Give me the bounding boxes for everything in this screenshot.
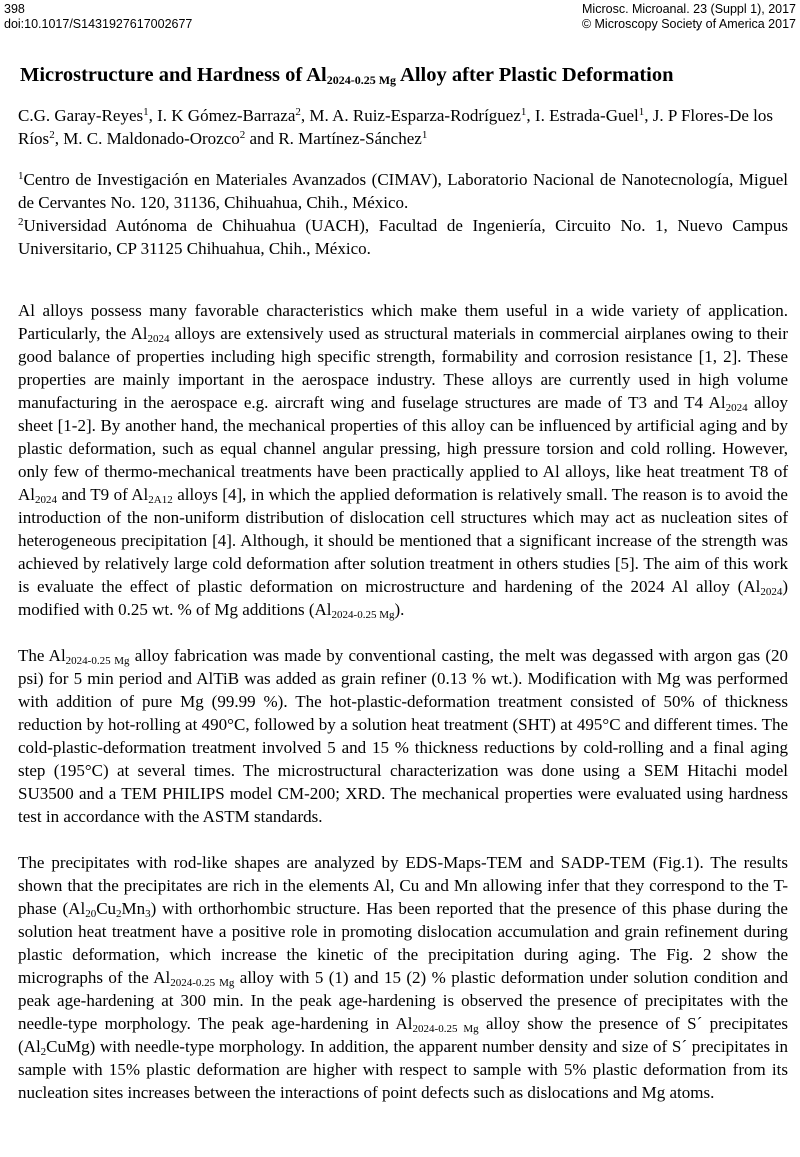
affiliation-text: Centro de Investigación en Materiales Avanzados (CIMAV), Laboratorio Nacional de Nanotecnología, Miguel de Cervantes No. 120, 31136, Chihuahua, Chih., México. — [18, 170, 788, 212]
page-header-left — [4, 2, 192, 32]
text-run: Cu — [96, 899, 117, 918]
journal-citation: Microsc. Microanal. 23 (Suppl 1), 2017 — [582, 2, 796, 16]
author-name: M. A. Ruiz-Esparza-Rodríguez — [309, 106, 521, 125]
author-affil-marker: 1 — [421, 129, 428, 141]
text-run: alloy with 5 (1) and 15 (2) % plastic deformation under solution condition and peak age-hardening at 300 min. In the peak age-hardening is observed the presence of precipitates with the needle-type morphology. The peak age-hardening in Al — [18, 968, 789, 1033]
page-header-right — [582, 2, 796, 32]
text-run: CuMg) with needle-type morphology. In addition, the apparent number density and size of S´ precipitates in sample with 15% plastic deformation are higher with respect to sample with 5% plastic deformation from its nucleation sites increases between the interactions of point defects such as dislocations and Mg atoms. — [18, 1037, 788, 1102]
text-run: and T9 of Al — [57, 485, 149, 504]
author-affil-marker: 1 — [143, 106, 149, 118]
body-paragraph — [18, 644, 788, 828]
paper-title — [20, 62, 788, 88]
author-name: J. P Flores-De los Ríos — [18, 106, 774, 148]
author-name: I. Estrada-Guel — [534, 106, 639, 125]
text-run: The precipitates with rod-like shapes are analyzed by EDS-Maps-TEM and SADP-TEM (Fig.1). The results shown that the precipitates are rich in the elements Al, Cu and Mn allowing infer that they correspond to the T-phase (Al — [18, 853, 788, 918]
body-paragraph — [18, 851, 788, 1104]
subscript: 2024-0.25 Mg — [65, 655, 130, 667]
affiliation — [18, 214, 788, 260]
subscript: 2A12 — [148, 494, 173, 506]
author-affil-marker: 1 — [638, 106, 645, 118]
subscript: 2 — [40, 1046, 47, 1058]
doi: doi:10.1017/S1431927617002677 — [4, 17, 193, 31]
subscript: 2024 — [35, 494, 57, 506]
text-run: alloy sheet [1-2]. By another hand, the mechanical properties of this alloy can be influenced by artificial aging and by plastic deformation, such as equal channel angular pressing, high pressure torsion and cold rolling. However, only few of thermo-mechanical treatments have been practically applied to Al alloys, like heat treatment T8 of Al — [18, 393, 788, 504]
subscript: 2024 — [760, 586, 783, 598]
text-run: Mn — [121, 899, 146, 918]
author-affil-marker: 2 — [49, 129, 55, 141]
author-affil-marker: 1 — [520, 106, 527, 118]
subscript: 2024-0.25 Mg — [170, 977, 235, 989]
title-text-end: Alloy after Plastic Deformation — [396, 64, 674, 86]
title-text: Microstructure and Hardness of Al — [20, 64, 327, 86]
text-run: alloys [4], in which the applied deformation is relatively small. The reason is to avoid the introduction of the non-uniform distribution of dislocation cell structures which may act as nucleation sites of heterogeneous precipitation [4]. Although, it should be mentioned that a significant increase of the strength was achieved by relatively large cold deformation after solution treatment in others studies [5]. The aim of this work is evaluate the effect of plastic deformation on microstructure and hardening of the 2024 Al alloy (Al — [18, 485, 788, 596]
subscript: 2024-0.25 Mg — [331, 609, 395, 621]
author-name: I. K Gómez-Barraza — [157, 106, 296, 125]
body-paragraph — [18, 299, 788, 621]
affiliation-marker: 1 — [18, 170, 24, 182]
subscript: 20 — [85, 908, 97, 920]
text-run: The Al — [18, 646, 66, 665]
author-affil-marker: 2 — [239, 129, 246, 141]
text-run: alloys are extensively used as structural materials in commercial airplanes owing to their good balance of properties including high specific strength, formability and corrosion resistance [1, 2]. These properties are mainly important in the aerospace industry. These alloys are currently used in high volume manufacturing in the aerospace e.g. aircraft wing and fuselage structures are made of T3 and T4 Al — [18, 324, 788, 412]
text-run: alloy fabrication was made by conventional casting, the melt was degassed with argon gas (20 psi) for 5 min period and AlTiB was added as grain refiner (0.13 % wt.). Modification with Mg was performed with addition of pure Mg (99.99 %). The hot-plastic-deformation treatment consisted of 50% of thickness reduction by hot-rolling at 490°C, followed by a solution heat treatment (SHT) at 495°C and different times. The cold-plastic-deformation treatment involved 5 and 15 % thickness reductions by cold-rolling and a final aging step (195°C) at several times. The microstructural characterization was done using a SEM Hitachi model SU3500 and a TEM PHILIPS model CM-200; XRD. The mechanical properties were evaluated using hardness test in accordance with the ASTM standards. — [18, 646, 788, 826]
article-body — [18, 62, 788, 1104]
body-text — [18, 299, 788, 1104]
subscript: 2024-0.25 Mg — [412, 1023, 479, 1035]
subscript: 3 — [145, 908, 151, 920]
text-run: alloy show the presence of S´ precipitates (Al — [18, 1014, 788, 1056]
subscript: 2024 — [147, 333, 170, 345]
text-run: ) modified with 0.25 wt. % of Mg additions (Al — [18, 577, 788, 619]
copyright: © Microscopy Society of America 2017 — [581, 17, 796, 31]
title-subscript: 2024-0.25 Mg — [326, 73, 397, 87]
affiliations — [18, 168, 788, 260]
subscript: 2 — [116, 908, 122, 920]
author-name: R. Martínez-Sánchez — [278, 129, 422, 148]
author-name: M. C. Maldonado-Orozco — [63, 129, 240, 148]
text-run: ) with orthorhombic structure. Has been reported that the presence of this phase during the solution heat treatment have a positive role in promoting dislocation accumulation and grain refinement during plastic deformation, which increase the kinetic of the precipitation during aging. The Fig. 2 show the micrographs of the Al — [18, 899, 788, 987]
text-run: Al alloys possess many favorable characteristics which make them useful in a wide variety of application. Particularly, the Al — [18, 301, 788, 343]
author-affil-marker: 2 — [295, 106, 301, 118]
author-list: C.G. Garay-Reyes$^1$, I. K Gómez-Barraza$^2$, M. A. Ruiz-Esparza-Rodríguez$^1$, I. Estrada-Guel$^1$, J. P Flores-De los Ríos$^2$, M. C. Maldonado-Orozco$^2$ and R. Martínez-Sánchez$^1$ — [18, 106, 774, 148]
text-run: ). — [394, 600, 405, 619]
author-name: C.G. Garay-Reyes — [18, 106, 144, 125]
affiliation-marker: 2 — [18, 216, 24, 228]
affiliation-text: Universidad Autónoma de Chihuahua (UACH), Facultad de Ingeniería, Circuito No. 1, Nuevo Campus Universitario, CP 31125 Chihuahua, Chih., México. — [18, 216, 788, 258]
page-number: 398 — [4, 2, 25, 16]
subscript: 2024 — [725, 402, 748, 414]
affiliation — [18, 168, 788, 214]
